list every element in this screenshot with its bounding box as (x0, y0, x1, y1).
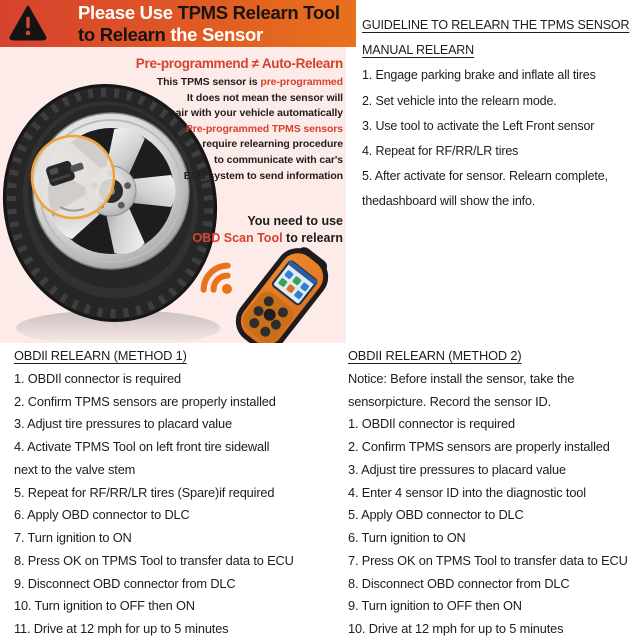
list-line: 7. Turn ignition to ON (14, 530, 132, 545)
promo-line: require relearning procedure (202, 138, 343, 151)
list-line: 1. OBDIl connector is required (348, 416, 515, 432)
guideline-steps (362, 63, 638, 214)
list-line: 3. Adjust tire pressures to placard value (348, 461, 566, 477)
list-line: 8. Press OK on TPMS Tool to transfer data to ECU (14, 552, 294, 568)
cta-obd-scan-tool: OBD Scan Tool (192, 231, 283, 245)
guideline-subtitle: MANUAL RELEARN (362, 43, 475, 58)
obd-scan-tool-illustration (194, 247, 346, 343)
list-line: 10. Drive at 12 mph for up to 5 minutes (348, 621, 564, 636)
guideline-title: GUIDELINE TO RELEARN THE TPMS SENSOR (362, 18, 630, 32)
list-line: 3. Use tool to activate the Left Front sensor (362, 118, 595, 133)
promo-line (157, 75, 343, 91)
promo-line: ECU system to send information (183, 169, 343, 182)
list-line: 2. Confirm TPMS sensors are properly installed (348, 439, 610, 454)
list-line: 1. OBDIl connector is required (14, 370, 181, 386)
list-line: 7. Press OK on TPMS Tool to transfer data to ECU (348, 552, 628, 568)
method1-steps (14, 368, 346, 640)
sensor-magnifier-circle (32, 136, 114, 218)
promo-text-red: pre-programmed (260, 76, 343, 88)
cta-text (193, 213, 344, 247)
list-line: 10. Turn ignition to OFF then ON (14, 598, 195, 614)
method1-title: OBDIl RELEARN (METHOD 1) (14, 348, 187, 363)
promo-headline: Pre-programmend ≠ Auto-Relearn (135, 56, 343, 71)
cta-to-relearn: to relearn (282, 231, 343, 245)
promo-paragraph (157, 75, 343, 184)
list-line: 11. Drive at 12 mph for up to 5 minutes (14, 621, 229, 636)
list-line: 4. Repeat for RF/RR/LR tires (362, 144, 519, 159)
banner-text-to-relearn: to Relearn (78, 23, 171, 45)
list-line: 4. Enter 4 sensor ID into the diagnostic tool (348, 484, 586, 500)
list-line: 5. Repeat for RF/RR/LR tires (Spare)if required (14, 484, 275, 500)
list-line: 8. Disconnect OBD connector from DLC (348, 575, 570, 591)
banner-text-the-sensor: the Sensor (170, 23, 263, 45)
promo-line: to communicate with car's (214, 153, 343, 166)
list-line: 9. Turn ignition to OFF then ON (348, 598, 522, 614)
cta-line1: You need to use (247, 214, 343, 228)
banner-title (78, 2, 340, 45)
list-line: 3. Adjust tire pressures to placard value (14, 416, 232, 432)
banner-text-tpms-tool: TPMS Relearn Tool (177, 2, 340, 23)
list-line: 5. After activate for sensor. Relearn complete, (362, 169, 608, 184)
banner-title-line1 (78, 2, 340, 24)
promo-line: It does not mean the sensor will (186, 91, 343, 104)
method2-steps (348, 413, 640, 640)
list-line: 6. Turn ignition to ON (348, 530, 466, 545)
scan-tool-device (230, 247, 336, 343)
banner-text-please-use: Please Use (78, 2, 178, 23)
promo-line: pair with your vehicle automatically (169, 107, 343, 120)
list-line: 2. Confirm TPMS sensors are properly installed (14, 393, 276, 409)
left-illustration-panel (0, 47, 346, 343)
method2-title: OBDII RELEARN (METHOD 2) (348, 348, 522, 363)
list-line: 4. Activate TPMS Tool on left front tire sidewall (14, 439, 270, 454)
warning-triangle-icon (9, 5, 47, 42)
method2-notice-line2: sensorpicture. Record the sensor ID. (348, 393, 551, 409)
promo-text: This TPMS sensor is (156, 76, 261, 88)
wifi-signal-icon (199, 261, 243, 305)
list-line: thedashboard will show the info. (362, 194, 536, 209)
list-line: 6. Apply OBD connector to DLC (14, 507, 190, 523)
guideline-section (362, 13, 638, 215)
list-line: 5. Apply OBD connector to DLC (348, 507, 524, 523)
banner-title-line2 (78, 24, 340, 46)
list-line: 9. Disconnect OBD connector from DLC (14, 575, 236, 591)
list-line: 2. Set vehicle into the relearn mode. (362, 93, 557, 108)
method2-section (348, 345, 640, 640)
method2-notice-line1: Notice: Before install the sensor, take the (348, 370, 575, 386)
list-line: next to the valve stem (14, 461, 136, 477)
method1-section (14, 345, 346, 640)
list-line: 1. Engage parking brake and inflate all tires (362, 68, 596, 83)
cta-line2 (193, 230, 344, 247)
promo-line-red: Pre-programmed TPMS sensors (185, 122, 343, 135)
banner (0, 0, 356, 47)
